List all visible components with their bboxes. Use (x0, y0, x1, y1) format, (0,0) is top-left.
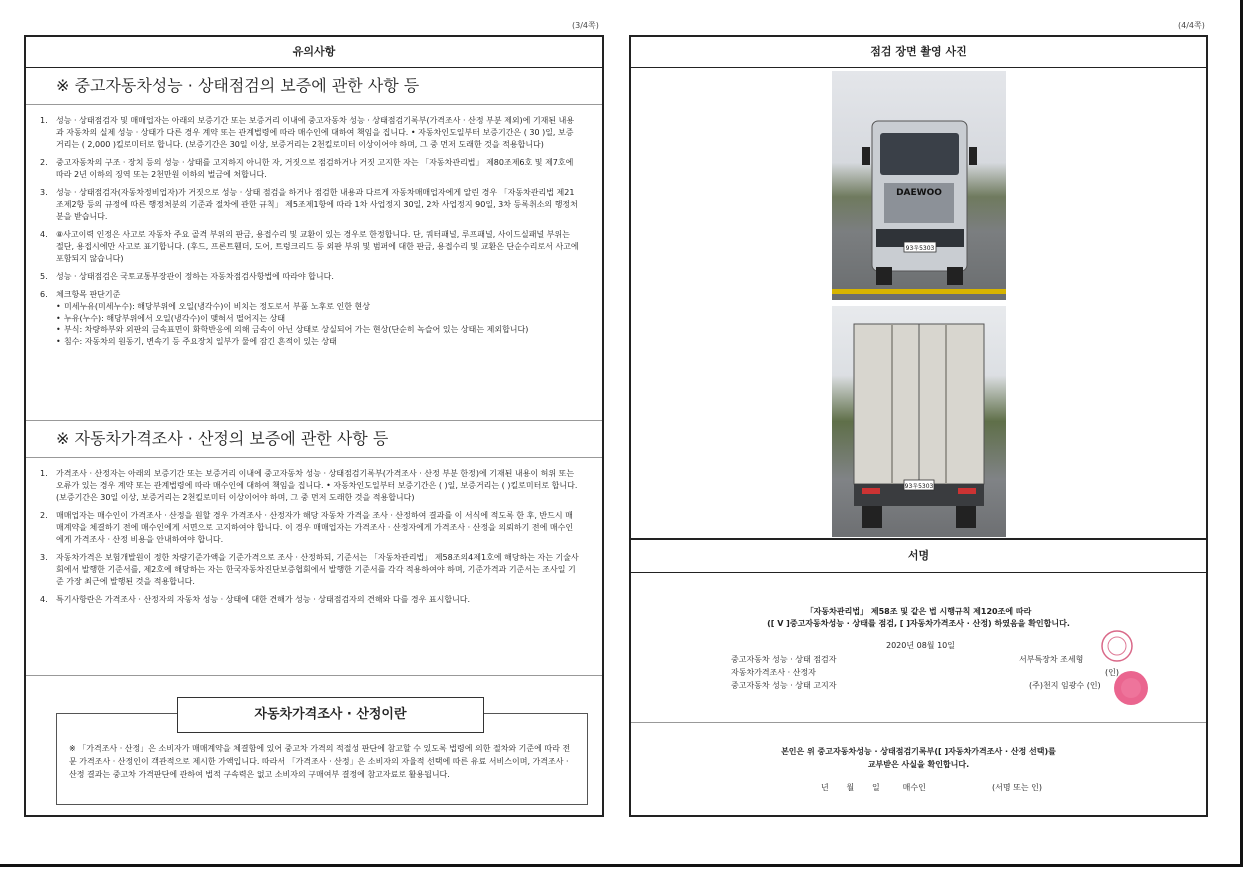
law-line-1: 「자동차관리법」 제58조 및 같은 법 시행규칙 제120조에 따라 (805, 607, 1032, 616)
role-notifier: 중고자동차 성능 · 상태 고지자 (731, 681, 837, 690)
confirm-line-2: 교부받은 사실을 확인합니다. (867, 760, 970, 769)
page-frame-right (1240, 0, 1243, 866)
section1-heading: ※ 중고자동차성능 · 상태점검의 보증에 관한 사항 등 (26, 68, 602, 105)
role-appraiser: 자동차가격조사 · 산정자 (731, 668, 816, 677)
truck-front-icon (832, 71, 1006, 300)
section2-item: 3. 자동차가격은 보험개발원이 정한 차량기준가액을 기준가격으로 조사 · 산정하되, 기준서는 「자동차관리법」 제58조의4제1호에 해당하는 자는 기술사회에서 발행한 기준서를, 제2호에 해당하는 자는 한국자동차진단보증협회에서 발행한 기준서를 각각 적용하여야 하며, 기준가격과 기준서는 조사일 기준 가장 최근에 발행된 것을 적용합니다. (40, 553, 579, 586)
front-photo (832, 71, 1006, 300)
section1-item: 2. 중고자동차의 구조 · 장치 등의 성능 · 상태를 고지하지 아니한 자, 거짓으로 점검하거나 거짓 고지한 자는 「자동차관리법」 제80조제6호 및 제7호에 따라 2년 이하의 징역 또는 2천만원 이하의 벌금에 처합니다. (40, 158, 574, 179)
rear-photo (832, 306, 1006, 537)
criteria-subitem: • 침수: 자동차의 원동기, 변속기 등 주요장치 일부가 물에 잠긴 흔적이 있는 상태 (26, 336, 602, 348)
price-definition-box (56, 707, 588, 805)
photo-panel (629, 35, 1208, 817)
notes-title: 유의사항 (26, 37, 602, 68)
confirm-line-1: 본인은 위 중고자동차성능 · 상태점검기록부([ ]자동차가격조사 · 산정 선택)를 (781, 747, 1056, 756)
section2-item: 2. 매매업자는 매수인이 가격조사 · 산정을 원할 경우 가격조사 · 산정자가 해당 자동차 가격을 조사 · 산정하여 결과를 이 서식에 적도록 한 후, 반드시 매매계약을 체결하기 전에 매수인에게 서면으로 고지하여야 합니다. 이 경우 매매업자는 가격조사 · 산정자에게 가격조사 · 산정을 의뢰하기 전에 매수인에게 가격조사 · 산정 비용을 안내하여야 합니다. (40, 511, 574, 544)
criteria-subitem: • 부식: 차량하부와 외판의 금속표면이 화학반응에 의해 금속이 아닌 상태로 상실되어 가는 현상(단순히 녹슬어 있는 상태는 제외합니다) (26, 324, 602, 336)
svg-text:DAEWOO: DAEWOO (896, 188, 942, 198)
section2-body (26, 458, 602, 676)
buyer-sign-line: 년 월 일 매수인 (서명 또는 인) (821, 783, 1042, 792)
name-appraiser: (인) (1105, 668, 1119, 677)
svg-text:93우5303: 93우5303 (905, 245, 935, 252)
svg-text:93우5303: 93우5303 (904, 483, 934, 490)
price-definition-title: 자동차가격조사 · 산정이란 (177, 697, 484, 733)
section1-item: 6. 체크항목 판단기준 (40, 290, 121, 299)
price-definition-text: ※ 「가격조사 · 산정」은 소비자가 매매계약을 체결함에 있어 중고차 가격의 적절성 판단에 참고할 수 있도록 법령에 의한 절차와 기준에 따라 전문 가격조사 · 산정인이 객관적으로 제시한 가액입니다. 따라서 「가격조사 · 산정」은 소비자의 자율적 선택에 따른 유료 서비스이며, 가격조사 · 산정 결과는 중고차 가격판단에 관하여 법적 구속력은 없고 소비자의 구매여부 결정에 참고자료로 활용됩니다. (69, 744, 571, 779)
seal-stamp-icon (1099, 628, 1135, 664)
section1-body (26, 105, 602, 420)
signature-title: 서명 (631, 540, 1206, 573)
photo-title: 점검 장면 촬영 사진 (631, 37, 1206, 68)
sign-date: 2020년 08월 10일 (886, 641, 955, 650)
criteria-subitem: • 미세누유(미세누수): 해당부위에 오일(냉각수)이 비치는 정도로서 부품 노후로 인한 현상 (26, 301, 602, 313)
truck-rear-icon (832, 306, 1006, 537)
section2-heading: ※ 자동차가격조사 · 산정의 보증에 관한 사항 등 (26, 420, 602, 458)
section1-item: 5. 성능 · 상태점검은 국토교통부장관이 정하는 자동차점검사항법에 따라야 합니다. (40, 272, 334, 281)
signature-section (631, 538, 1206, 817)
role-inspector: 중고자동차 성능 · 상태 점검자 (731, 655, 837, 664)
page-number-left: (3/4쪽) (572, 21, 599, 30)
law-line-2: ([ V ]중고자동차성능 · 상태를 점검, [ ]자동차가격조사 · 산정) 하였음을 확인합니다. (767, 619, 1070, 628)
section2-item: 4. 특기사항란은 가격조사 · 산정자의 자동차 성능 · 상태에 대한 견해가 성능 · 상태점검자의 견해와 다를 경우 표시합니다. (40, 595, 471, 604)
criteria-subitem: • 누유(누수): 해당부위에서 오일(냉각수)이 맺혀서 떨어지는 상태 (26, 313, 602, 325)
section2-item: 1. 가격조사 · 산정자는 아래의 보증기간 또는 보증거리 이내에 중고자동차 성능 · 상태점검기록부(가격조사 · 산정 부분 한정)에 기재된 내용이 허위 또는 오류가 있는 경우 계약 또는 관계법령에 따라 매수인에 대하여 책임을 집니다. • 자동차인도일부터 보증기간은 ( )일, 보증거리는 ( )킬로미터로 합니다. (보증기간은 30일 이상, 보증거리는 2천킬로미터 이상이어야 하며, 그 중 먼저 도래한 것을 적용합니다) (40, 469, 578, 502)
page-number-right: (4/4쪽) (1178, 21, 1205, 30)
section1-item: 4. ⑧사고이력 인정은 사고로 자동차 주요 골격 부위의 판금, 용접수리 및 교환이 있는 경우로 한정합니다. 단, 쿼터패널, 루프패널, 사이드실패널 부위는 절단, 용접시에만 사고로 표기합니다. (후드, 프론트휀더, 도어, 트렁크리드 등 외판 부위 및 범퍼에 대한 판금, 용접수리 및 교환은 단순수리로서 사고에 포함되지 않습니다) (40, 230, 579, 263)
confirm-divider (631, 722, 1206, 723)
section1-item: 3. 성능 · 상태점검자(자동차정비업자)가 거짓으로 성능 · 상태 점검을 하거나 점검한 내용과 다르게 자동차매매업자에게 알린 경우 「자동차관리법 제21조제2항 등의 규정에 따른 행정처분의 기준과 절차에 관한 규칙」 제5조제1항에 따라 1차 사업정지 30일, 2차 사업정지 90일, 3차 등록취소의 행정처분을 받습니다. (40, 188, 578, 221)
name-notifier: (주)천지 임광수 (인) (1029, 681, 1101, 690)
company-seal-icon (1111, 668, 1151, 708)
name-inspector: 서부특장차 조세형 (1019, 655, 1084, 664)
notes-panel (24, 35, 604, 817)
section1-item: 1. 성능 · 상태점검자 및 매매업자는 아래의 보증기간 또는 보증거리 이내에 중고자동차 성능 · 상태점검기록부(가격조사 · 산정 부분 제외)에 기재된 내용과 자동차의 실제 성능 · 상태가 다른 경우 계약 또는 관계법령에 따라 매수인에 대하여 책임을 집니다. • 자동차인도일부터 보증기간은 ( 30 )일, 보증거리는 ( 2,000 )킬로미터로 합니다. (보증기간은 30일 이상, 보증거리는 2천킬로미터 이상이어야 하며, 그 중 먼저 도래한 것을 적용합니다) (40, 116, 575, 149)
page-frame-bottom (0, 864, 1243, 867)
